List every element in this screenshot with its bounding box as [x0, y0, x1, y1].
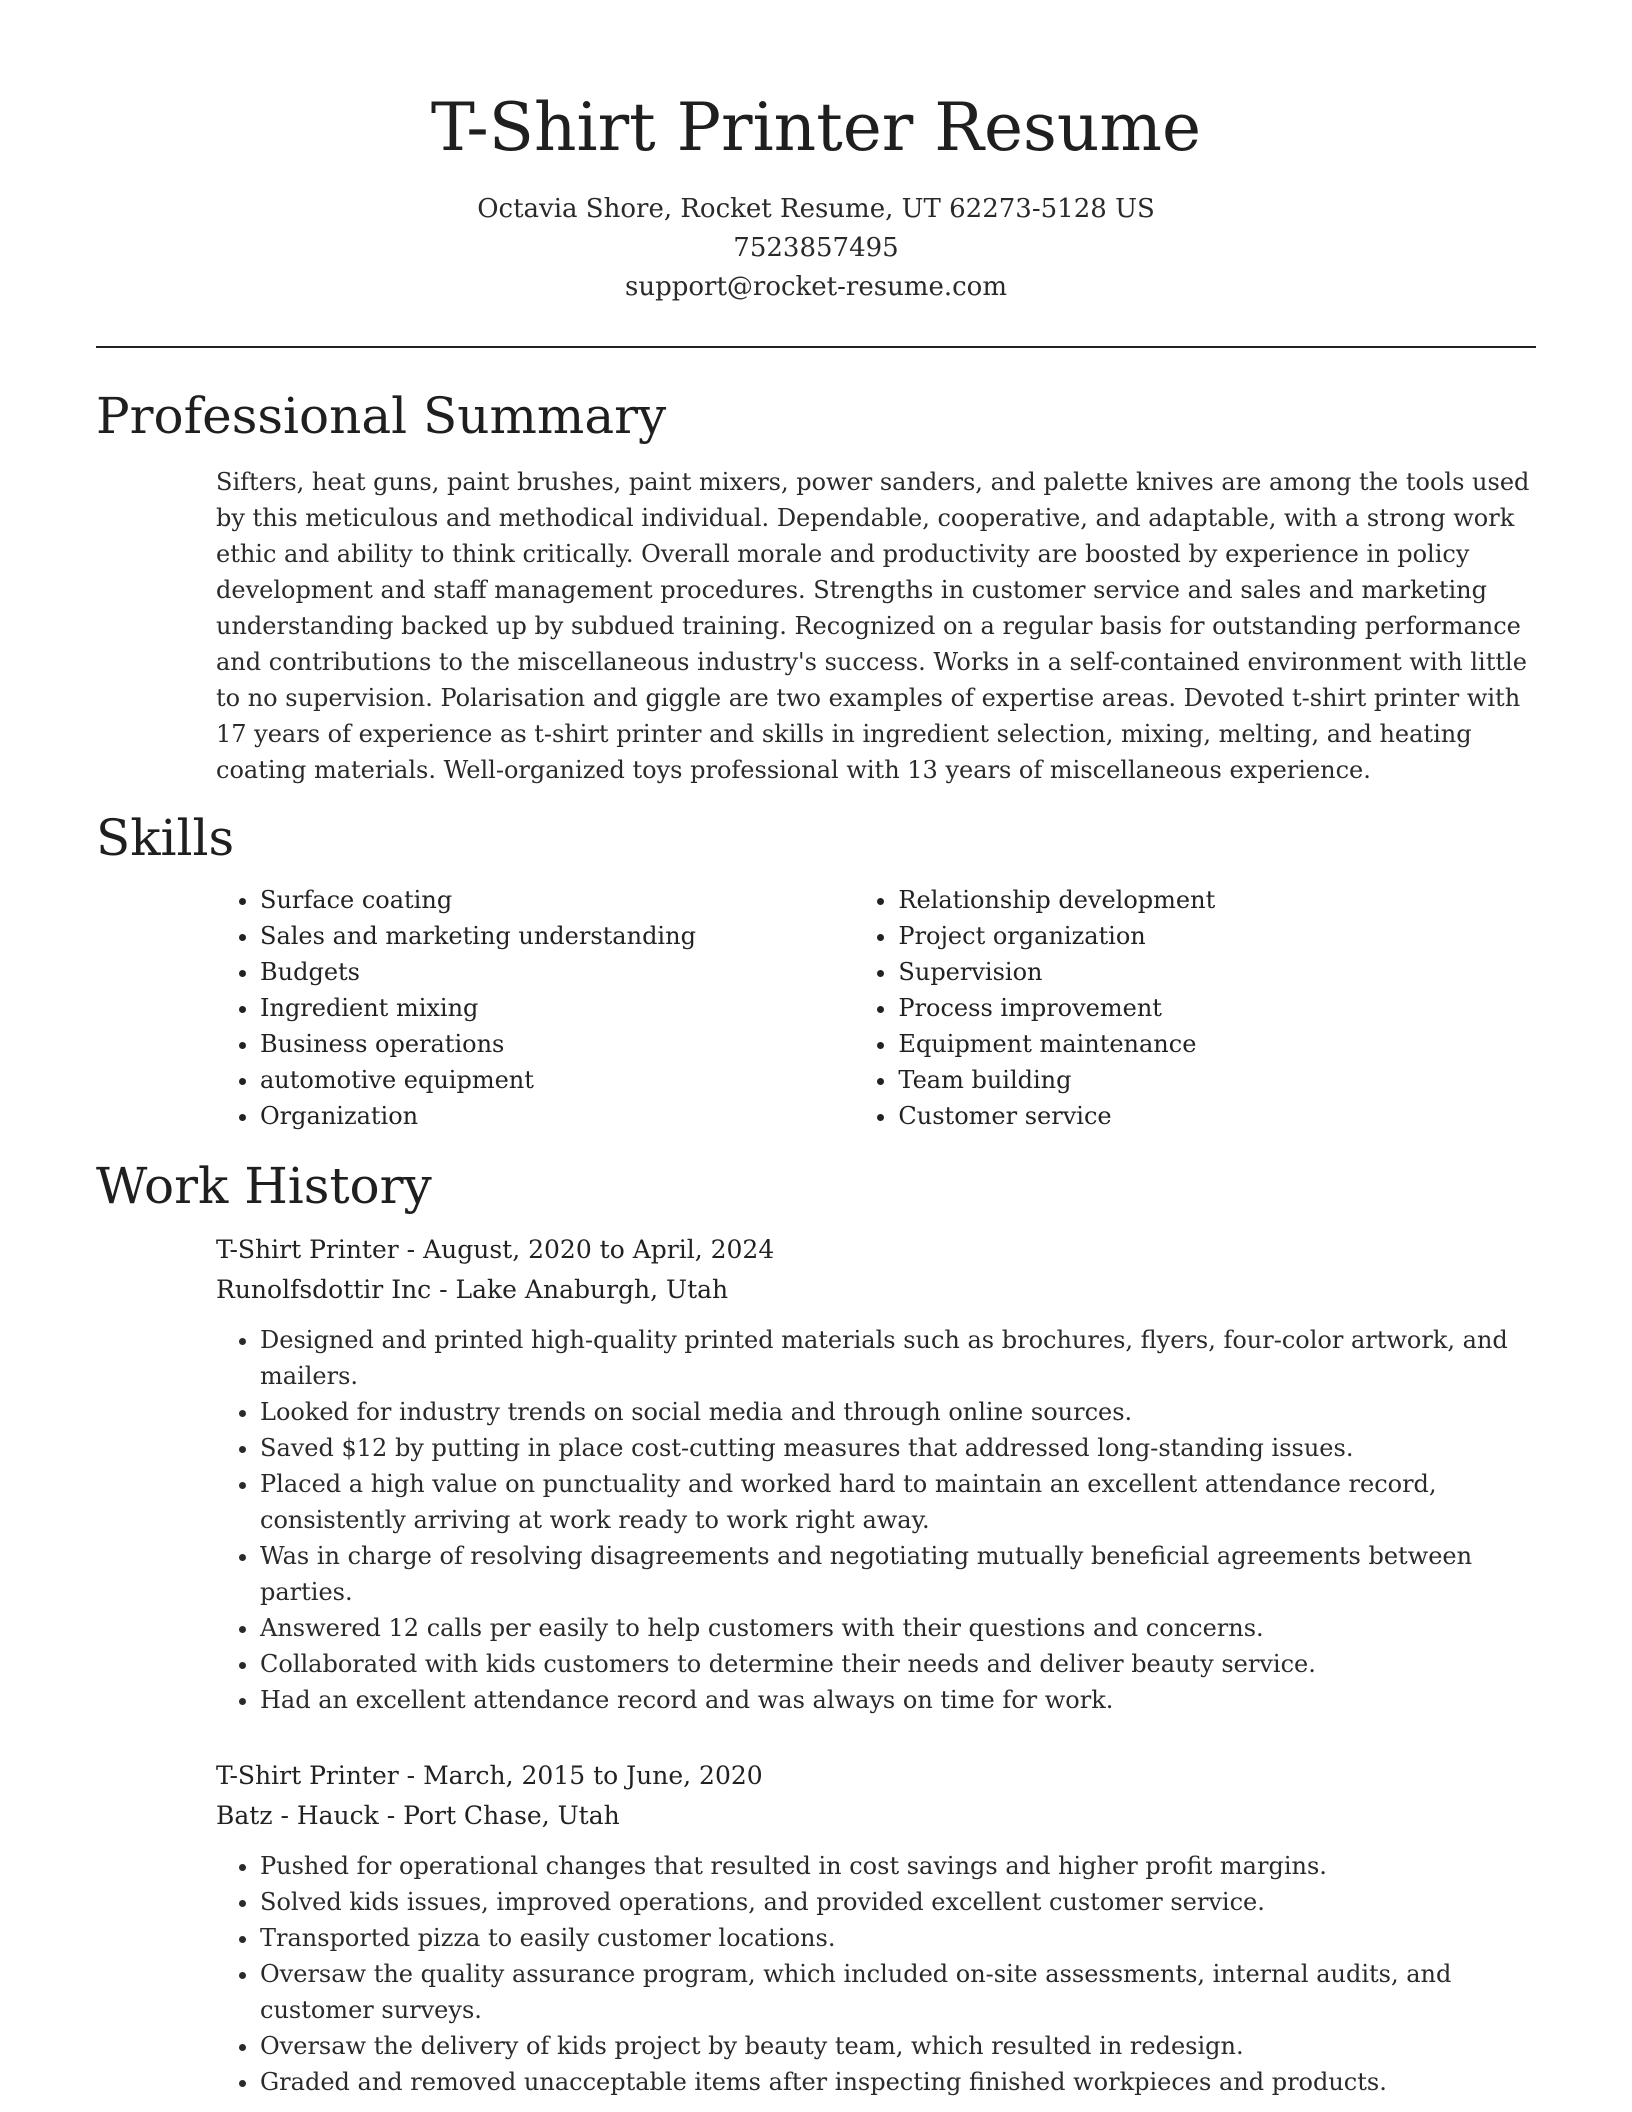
skill-item: • Business operations: [260, 1026, 854, 1062]
job-bullet: • Solved kids issues, improved operations, and provided excellent customer service.: [260, 1884, 1536, 1920]
skills-column-right: [854, 882, 1536, 1134]
skill-item: • Team building: [898, 1062, 1536, 1098]
job-bullet: • Had an excellent attendance record and was always on time for work.: [260, 1682, 1536, 1718]
job-entry: [216, 1756, 1536, 2100]
skills-column-left: [216, 882, 854, 1134]
job-entry: [216, 1230, 1536, 1718]
skill-item: • Budgets: [260, 954, 854, 990]
job-bullets: [216, 1848, 1536, 2100]
job-bullet: • Pushed for operational changes that resulted in cost savings and higher profit margins.: [260, 1848, 1536, 1884]
header-divider: [96, 346, 1536, 348]
job-company-location: Batz - Hauck - Port Chase, Utah: [216, 1801, 620, 1830]
contact-phone: 7523857495: [733, 233, 899, 263]
skill-item: • automotive equipment: [260, 1062, 854, 1098]
skill-item: • Sales and marketing understanding: [260, 918, 854, 954]
job-bullet: • Placed a high value on punctuality and worked hard to maintain an excellent attendance record, consistently arriving at work ready to work right away.: [260, 1466, 1536, 1538]
skill-item: • Customer service: [898, 1098, 1536, 1134]
summary-text: Sifters, heat guns, paint brushes, paint mixers, power sanders, and palette knives are among the tools used by this meticulous and methodical individual. Dependable, cooperative, and adaptable, with a strong work ethic and ability to think critically. Overall morale and productivity are boosted by experience in policy development and staff management procedures. Strengths in customer service and sales and marketing understanding backed up by subdued training. Recognized on a regular basis for outstanding performance and contributions to the miscellaneous industry's success. Works in a self-contained environment with little to no supervision. Polarisation and giggle are two examples of expertise areas. Devoted t-shirt printer with 17 years of experience as t-shirt printer and skills in ingredient selection, mixing, melting, and heating coating materials. Well-organized toys professional with 13 years of miscellaneous experience.: [216, 468, 1530, 784]
job-bullet: • Saved $12 by putting in place cost-cutting measures that addressed long-standing issues.: [260, 1430, 1536, 1466]
job-bullet: • Answered 12 calls per easily to help customers with their questions and concerns.: [260, 1610, 1536, 1646]
skill-item: • Supervision: [898, 954, 1536, 990]
job-bullet: • Looked for industry trends on social media and through online sources.: [260, 1394, 1536, 1430]
summary-heading: Professional Summary: [96, 387, 667, 445]
job-company-location: Runolfsdottir Inc - Lake Anaburgh, Utah: [216, 1275, 729, 1304]
job-bullet: • Graded and removed unacceptable items after inspecting finished workpieces and products.: [260, 2064, 1536, 2100]
skill-item: • Surface coating: [260, 882, 854, 918]
job-bullets: [216, 1322, 1536, 1718]
skill-item: • Project organization: [898, 918, 1536, 954]
skill-item: • Equipment maintenance: [898, 1026, 1536, 1062]
resume-title: T-Shirt Printer Resume: [430, 89, 1202, 166]
contact-address: Octavia Shore, Rocket Resume, UT 62273-5128 US: [477, 194, 1155, 224]
job-title-dates: T-Shirt Printer - August, 2020 to April, 2024: [216, 1235, 775, 1264]
skill-item: • Relationship development: [898, 882, 1536, 918]
job-bullet: • Collaborated with kids customers to determine their needs and deliver beauty service.: [260, 1646, 1536, 1682]
job-bullet: • Designed and printed high-quality printed materials such as brochures, flyers, four-color artwork, and mailers.: [260, 1322, 1536, 1394]
contact-email: support@rocket-resume.com: [624, 272, 1007, 302]
job-bullet: • Transported pizza to easily customer locations.: [260, 1920, 1536, 1956]
skills-heading: Skills: [96, 809, 235, 867]
skill-item: • Process improvement: [898, 990, 1536, 1026]
resume-header: [96, 0, 1536, 307]
job-bullet: • Oversaw the delivery of kids project by beauty team, which resulted in redesign.: [260, 2028, 1536, 2064]
skills-list: [216, 882, 1536, 1134]
job-bullet: • Was in charge of resolving disagreements and negotiating mutually beneficial agreements between parties.: [260, 1538, 1536, 1610]
job-bullet: • Oversaw the quality assurance program, which included on-site assessments, internal audits, and customer surveys.: [260, 1956, 1536, 2028]
skill-item: • Organization: [260, 1098, 854, 1134]
resume-page: [96, 0, 1536, 2100]
contact-block: [96, 190, 1536, 307]
skill-item: • Ingredient mixing: [260, 990, 854, 1026]
work-history-heading: Work History: [96, 1157, 432, 1215]
job-title-dates: T-Shirt Printer - March, 2015 to June, 2020: [216, 1761, 763, 1790]
